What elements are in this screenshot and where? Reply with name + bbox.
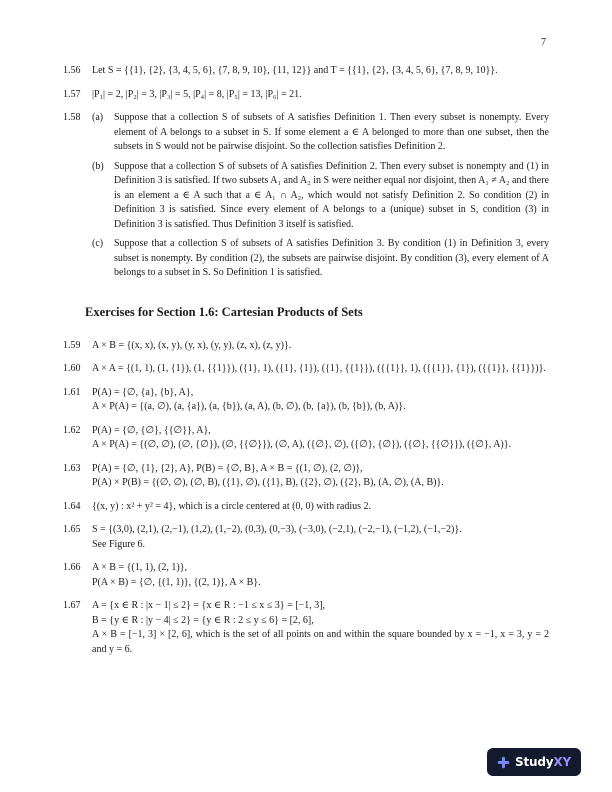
exercise-number: 1.60 xyxy=(63,363,81,374)
exercise-body xyxy=(92,362,549,377)
exercise-text: A × A = {(1, 1), (1, {1}), (1, {{1}}), ({1}, 1), ({1}, {1}), ({1}, {{1}}), ({{1}}, 1), ({{1}}, {1}), ({{1}}, {{1}})}. xyxy=(92,363,546,374)
exercise-body xyxy=(92,424,549,453)
page-content xyxy=(63,64,549,657)
exercise-item xyxy=(63,500,549,515)
exercise-list-bottom xyxy=(63,339,549,658)
exercise-text: A × B = [−1, 3] × [2, 6], which is the set of all points on and within the square bounded by x = −1, x = 3, y = 2 and y = 6. xyxy=(92,629,549,655)
exercise-number: 1.59 xyxy=(63,339,81,351)
exercise-text: See Figure 6. xyxy=(92,538,146,550)
plus-icon xyxy=(497,756,510,769)
exercise-number: 1.63 xyxy=(63,462,81,474)
exercise-text: P(A) = {∅, {a}, {b}, A}, xyxy=(92,386,194,398)
exercise-part-label: (c) xyxy=(92,238,104,249)
exercise-list-top xyxy=(63,64,549,286)
exercise-item xyxy=(63,462,549,491)
exercise-text: Let S = {{1}, {2}, {3, 4, 5, 6}, {7, 8, 9, 10}, {11, 12}} and T = {{1}, {2}, {3, 4, 5, 6}, {7, 8, 9, 10}}. xyxy=(92,65,498,76)
exercise-part-text: Suppose that a collection S of subsets of A satisfies Definition 3. By condition (1) in Definition 3, every subset is nonempty. By condition (2), the subsets are pairwise disjoint. By condition (3), every element of A belongs to a subset in S. So Definition 1 is satisfied. xyxy=(114,238,549,278)
exercise-part xyxy=(92,160,549,233)
exercise-part-text: Suppose that a collection S of subsets of A satisfies Definition 1. Then every subset is nonempty. Every element of A belongs to a subset in S. If some element a ∈ A belonged to more than one subset, then the subsets in S would not be pairwise disjoint. So the collection satisfies Definition 2. xyxy=(114,112,549,152)
exercise-number: 1.61 xyxy=(63,386,81,398)
exercise-text: P(A) × P(B) = {(∅, ∅), (∅, B), ({1}, ∅), ({1}, B), ({2}, ∅), ({2}, B), (A, ∅), (A, B)}. xyxy=(92,477,444,488)
exercise-body xyxy=(92,64,549,79)
exercise-part-label: (a) xyxy=(92,112,104,123)
logo-text-study: Study xyxy=(515,755,554,769)
exercise-body xyxy=(92,88,549,103)
exercise-item xyxy=(63,339,549,354)
logo-text xyxy=(515,755,571,769)
logo-text-xy: XY xyxy=(553,755,571,769)
exercise-number: 1.57 xyxy=(63,88,81,100)
exercise-item xyxy=(63,599,549,657)
exercise-text: {(x, y) : x² + y² = 4}, which is a circle centered at (0, 0) with radius 2. xyxy=(92,500,372,512)
exercise-item xyxy=(63,523,549,552)
exercise-text: A × B = {(1, 1), (2, 1)}, xyxy=(92,562,188,573)
exercise-text: A × P(A) = {(∅, ∅), (∅, {∅}), (∅, {{∅}}), (∅, A), ({∅}, ∅), ({∅}, {∅}), ({∅}, {{∅}}), ({∅}, A)}. xyxy=(92,439,512,450)
exercise-number: 1.58 xyxy=(63,112,81,123)
exercise-text: A = {x ∈ R : |x − 1| ≤ 2} = {x ∈ R : −1 ≤ x ≤ 3} = [−1, 3], xyxy=(92,600,326,611)
exercise-body xyxy=(92,339,549,354)
exercise-item xyxy=(63,561,549,590)
exercise-part-label: (b) xyxy=(92,160,104,172)
exercise-body xyxy=(92,523,549,552)
exercise-text: P(A × B) = {∅, {(1, 1)}, {(2, 1)}, A × B}. xyxy=(92,576,261,588)
exercise-body xyxy=(92,386,549,415)
page-number: 7 xyxy=(541,37,546,48)
exercise-number: 1.67 xyxy=(63,600,81,611)
exercise-item xyxy=(63,386,549,415)
exercise-item xyxy=(63,64,549,79)
exercise-number: 1.56 xyxy=(63,65,81,76)
section-heading: Exercises for Section 1.6: Cartesian Products of Sets xyxy=(85,304,363,319)
exercise-text: S = {(3,0), (2,1), (2,−1), (1,2), (1,−2), (0,3), (0,−3), (−3,0), (−2,1), (−2,−1), (−1,2), (−1,−2)}. xyxy=(92,524,462,535)
exercise-body xyxy=(92,500,549,515)
exercise-text: A × B = {(x, x), (x, y), (y, x), (y, y), (z, x), (z, y)}. xyxy=(92,339,292,351)
exercise-item xyxy=(63,424,549,453)
exercise-text: A × P(A) = {(a, ∅), (a, {a}), (a, {b}), (a, A), (b, ∅), (b, {a}), (b, {b}), (b, A)}. xyxy=(92,401,406,412)
exercise-item xyxy=(63,88,549,103)
exercise-body xyxy=(92,599,549,657)
exercise-part-text: Suppose that a collection S of subsets of A satisfies Definition 2. Then every subset is nonempty and (1) in Definition 3 is satisfied. If two subsets A₁ and A₂ in S were neither equal nor disjoint, then A₁ ≠ A₂ and there is an element a ∈ A such that a ∈ A₁ ∩ A₂, which would not satisfy Definition 2. So condition (2) in Definition 3 is satisfied. Since every element of A belongs to a (unique) subset in S, condition (3) in Definition 3 is satisfied. Thus Definition 3 itself is satisfied. xyxy=(114,160,549,230)
exercise-item xyxy=(63,111,549,286)
exercise-number: 1.62 xyxy=(63,424,81,436)
exercise-number: 1.66 xyxy=(63,562,81,573)
exercise-item xyxy=(63,362,549,377)
exercise-number: 1.64 xyxy=(63,500,81,512)
exercise-text: |P₁| = 2, |P₂| = 3, |P₃| = 5, |P₄| = 8, |P₅| = 13, |P₆| = 21. xyxy=(92,88,302,100)
exercise-body xyxy=(92,111,549,286)
exercise-text: B = {y ∈ R : |y − 4| ≤ 2} = {y ∈ R : 2 ≤ y ≤ 6} = [2, 6], xyxy=(92,614,314,626)
exercise-text: P(A) = {∅, {∅}, {{∅}}, A}, xyxy=(92,424,211,436)
exercise-text: P(A) = {∅, {1}, {2}, A}, P(B) = {∅, B}, A × B = {(1, ∅), (2, ∅)}, xyxy=(92,462,363,474)
exercise-part xyxy=(92,111,549,155)
exercise-body xyxy=(92,462,549,491)
exercise-body xyxy=(92,561,549,590)
exercise-part xyxy=(92,237,549,281)
studyxy-logo[interactable] xyxy=(487,748,581,776)
exercise-number: 1.65 xyxy=(63,524,81,535)
